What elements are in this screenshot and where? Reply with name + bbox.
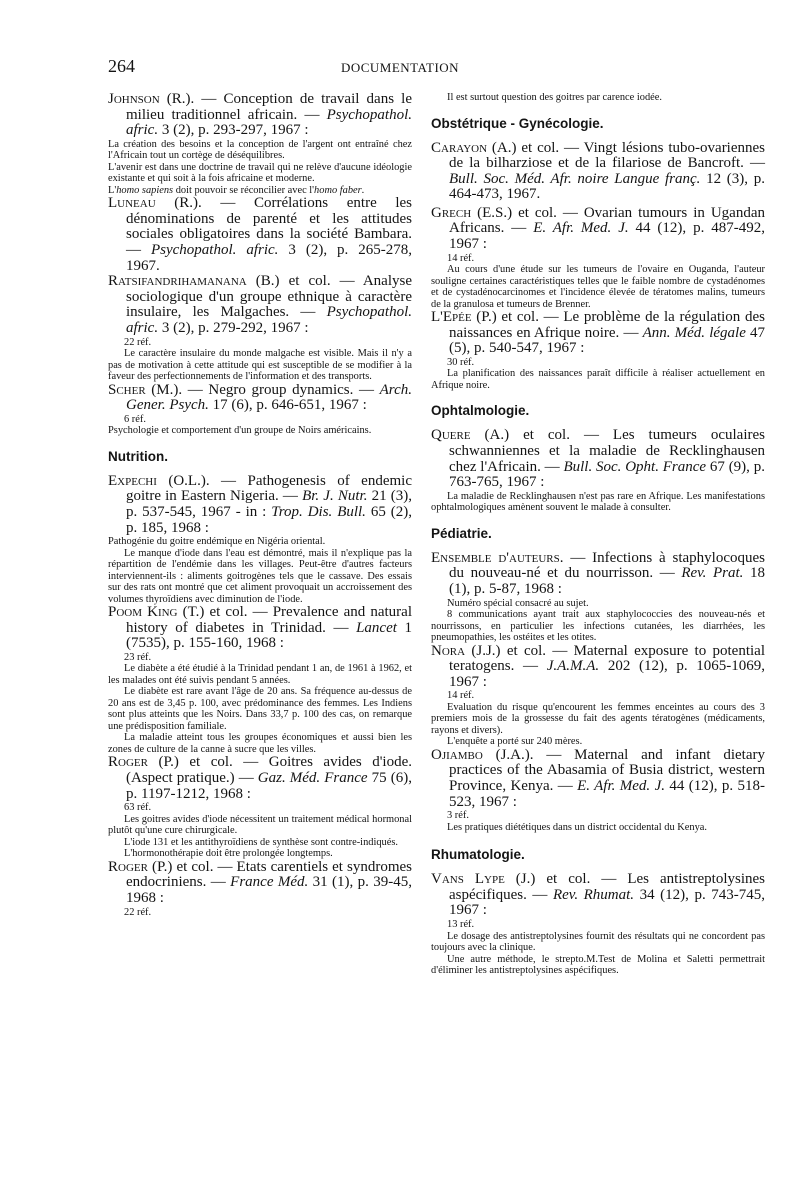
entry-refs: 14 réf.	[447, 252, 475, 264]
entry-title: — Pathogenesis of endemic goitre in Eastern Nigeria. —	[126, 472, 412, 505]
entry-refs: 14 réf.	[447, 690, 475, 702]
entry-title: et col. — Ovarian tumours in Ugandan Africans. —	[449, 204, 765, 237]
entry-refs: 63 réf.	[124, 802, 152, 814]
section-heading-pediatrie: Pédiatrie.	[431, 525, 492, 541]
entry-author: Expechi (O.L.).	[108, 472, 210, 489]
entry-journal: Lancet	[356, 619, 397, 636]
entry-note: Pathogénie du goitre endémique en Nigéria oriental.	[108, 536, 326, 548]
entry-note: La création des besoins et la conception de l'argent ont entraîné chez l'Africain tout un cortège de déséquilibres.	[108, 138, 412, 162]
entry-citation: 17 (6), p. 646-651, 1967 :	[208, 397, 367, 414]
entry-note: Il est surtout question des goitres par carence iodée.	[447, 92, 662, 103]
entry-journal: France Méd.	[230, 874, 309, 891]
entry-author: Luneau (R.).	[108, 195, 202, 212]
entry-note: 8 communications ayant trait aux staphylococcies des nouveau-nés et nourrissons, en particulier les infections cutanées, les diarrhées, les pneumopathies, les ostéites et les otites.	[431, 609, 765, 644]
entry-note: Les goitres avides d'iode nécessitent un traitement médical hormonal plutôt qu'une cure chirurgicale.	[108, 813, 412, 837]
entry-author: Ojiambo (J.A.).	[431, 746, 534, 763]
entry-refs: 30 réf.	[447, 356, 475, 368]
entry-refs: 3 réf.	[447, 810, 469, 822]
entry-roger-1	[108, 755, 412, 859]
entry-title: — Maternal and infant dietary practices of the Abasamia of Busia district, western Province, Kenya. —	[449, 746, 765, 795]
entry-note: Le diabète a été étudié à la Trinidad pendant 1 an, de 1961 à 1962, et les malades ont été suivis pendant 5 années.	[108, 663, 412, 686]
entry-citation: 75 (6), p. 1197-1212, 1968 :	[126, 770, 412, 802]
entry-author: L'Epée (P.)	[431, 309, 497, 326]
entry-ojiambo	[431, 748, 765, 833]
entry-roger-2	[108, 860, 412, 918]
entry-citation: 47 (5), p. 540-547, 1967 :	[449, 324, 766, 357]
entry-title: et col. — Prevalence and natural history of diabetes in Trinidad. —	[126, 604, 412, 636]
entry-quere	[431, 428, 765, 513]
entry-note: Les pratiques diététiques dans un district occidental du Kenya.	[447, 821, 707, 833]
note-text: doit pouvoir se réconcilier avec l'	[173, 184, 315, 196]
entry-grech	[431, 206, 765, 310]
entry-journal: Bull. Soc. Opht. France	[563, 458, 707, 475]
entry-ratsifandrihamanana	[108, 274, 412, 382]
entry-journal: Rev. Prat.	[681, 565, 744, 582]
entry-citation: 31 (1), p. 39-45, 1968 :	[126, 874, 413, 906]
entry-refs: 22 réf.	[124, 906, 152, 918]
entry-author: Scher (M.).	[108, 381, 183, 398]
entry-title: et col. — Les antistreptolysines aspécifiques. —	[449, 871, 766, 903]
page-number: 264	[108, 56, 135, 76]
entry-scher	[108, 383, 412, 437]
running-head: DOCUMENTATION	[340, 60, 460, 75]
entry-lepee	[431, 310, 765, 391]
entry-citation: 3 (2), p. 279-292, 1967 :	[158, 320, 309, 337]
entry-note: Au cours d'une étude sur les tumeurs de l'ovaire en Ouganda, l'auteur souligne certaines caractéristiques telles que le faible nombre de cystadénomes et de cystadénocarcinomes et l'incidence élevée de tératomes malins, tumeurs de la granulosa et tumeurs de Brenner.	[431, 264, 765, 310]
entry-note: La maladie atteint tous les groupes économiques et aussi bien les zones de culture de la canne à sucre que les villes.	[108, 732, 412, 755]
entry-journal: Br. J. Nutr.	[302, 488, 368, 505]
entry-author: Roger (P.)	[108, 858, 173, 875]
entry-note: La maladie de Recklinghausen n'est pas rare en Afrique. Les manifestations ophtalmologiques amènent souvent le malade à consulter.	[431, 490, 765, 514]
entry-journal: Trop. Dis. Bull.	[271, 504, 366, 520]
entry-journal: Psychopathol. afric.	[126, 304, 412, 337]
entry-journal: E. Afr. Med. J.	[577, 778, 665, 795]
entry-note: La planification des naissances paraît difficile à réaliser actuellement en Afrique noire.	[431, 368, 765, 391]
entry-citation: 65 (2), p. 185, 1968 :	[126, 504, 412, 536]
section-heading-ophtalmologie: Ophtalmologie.	[431, 403, 530, 419]
entry-title: — Negro group dynamics. —	[182, 381, 380, 398]
entry-title: et col. — Analyse sociologique d'un groupe ethnique à caractère insulaire, les Malgaches. —	[126, 273, 413, 321]
entry-note: Numéro spécial consacré au sujet.	[447, 597, 589, 609]
entry-note: L'hormonothérapie doit être prolongée longtemps.	[124, 848, 333, 860]
entry-nora	[431, 644, 765, 748]
note-italic: homo faber	[314, 184, 362, 196]
entry-refs: 22 réf.	[124, 336, 152, 348]
entry-refs: 6 réf.	[124, 413, 146, 425]
note-italic: homo sapiens	[116, 184, 174, 196]
entry-citation: 18 (1), p. 5-87, 1968 :	[449, 565, 765, 597]
entry-johnson	[108, 92, 412, 196]
left-column	[108, 92, 412, 918]
right-column	[431, 92, 765, 977]
entry-author: Grech (E.S.)	[431, 204, 513, 221]
entry-journal: Bull. Soc. Méd. Afr. noire Langue franç.	[449, 170, 701, 187]
entry-note: Le caractère insulaire du monde malgache est visible. Mais il n'y a pas de motivation à cette attitude qui est susceptible de se modifier à la faveur des perfectionnements de l'information et des transports.	[108, 348, 412, 383]
entry-note: Le manque d'iode dans l'eau est démontré, mais il n'explique pas la répartition de l'endémie dans les villages. Peut-être d'autres facteurs interviennent-ils : aliments goitrogènes tels que le cassave. Des essais sur des rats ont montré que cet aliment provoquait un accroissement des volumes thyroïdiens avec diminution de l'iode.	[108, 547, 412, 605]
entry-luneau	[108, 196, 412, 274]
entry-title: et col. — Le problème de la régulation des naissances en Afrique noire. —	[449, 309, 765, 341]
entry-author: Carayon (A.)	[431, 139, 517, 156]
entry-title: — Conception de travail dans le milieu traditionnel africain. —	[126, 91, 412, 123]
entry-citation: 34 (12), p. 743-745, 1967 :	[449, 886, 765, 919]
section-heading-obstetrique: Obstétrique - Gynécologie.	[431, 115, 604, 131]
entry-author: Quere (A.)	[431, 427, 510, 444]
entry-title: et col. — Vingt lésions tubo-ovariennes de la bilharziose et de la filariose de Bancroft. —	[449, 139, 766, 172]
entry-author: Ratsifandrihamanana (B.)	[108, 273, 280, 290]
entry-title: et col. — Les tumeurs oculaires schwanniennes et la maladie de Recklinghausen chez l'Africain. —	[449, 427, 765, 475]
entry-title: et col. — Maternal exposure to potential teratogens. —	[449, 642, 765, 675]
entry-author: Roger (P.)	[108, 754, 179, 771]
entry-citation: 44 (12), p. 487-492, 1967 :	[449, 220, 765, 253]
entry-ensemble	[431, 551, 765, 644]
entry-note: L'avenir est dans une doctrine de travail qui ne relève d'aucune idéologie existante et qui soit à la fois africaine et moderne.	[108, 161, 412, 185]
note-text: L'	[108, 184, 117, 196]
entry-journal: Psychopathol. afric.	[126, 106, 412, 139]
entry-note: Une autre méthode, le strepto.M.Test de Molina et Saletti permettrait d'éliminer les antistreptolysines aspécifiques.	[431, 953, 765, 977]
entry-note: Psychologie et comportement d'un groupe de Noirs américains.	[108, 425, 372, 437]
entry-citation: 12 (3), p. 464-473, 1967.	[449, 170, 765, 203]
entry-citation: 202 (12), p. 1065-1069, 1967 :	[449, 658, 765, 690]
entry-journal: Arch. Gener. Psych.	[126, 381, 412, 414]
entry-title: et col. — Etats carentiels et syndromes endocriniens. —	[126, 858, 412, 891]
entry-journal: Ann. Méd. légale	[642, 324, 746, 341]
entry-citation: 67 (9), p. 763-765, 1967 :	[449, 458, 765, 491]
entry-note: Le dosage des antistreptolysines fournit des résultats qui ne concordent pas toujours avec la clinique.	[431, 930, 765, 954]
entry-journal: Rev. Rhumat.	[552, 886, 635, 903]
section-heading-nutrition: Nutrition.	[108, 448, 168, 464]
entry-note: Evaluation du risque qu'encourent les femmes enceintes au cours des 3 premiers mois de la grossesse du fait des agents tératogènes (médicaments, rayons et divers).	[431, 701, 765, 736]
section-heading-rhumatologie: Rhumatologie.	[431, 847, 525, 863]
entry-author: Nora (J.J.)	[431, 642, 501, 659]
entry-note: L'enquête a porté sur 240 mères.	[447, 736, 583, 748]
entry-title: — Corrélations entre les dénominations de parenté et les attitudes sociales obligatoires dans la société Bambara. —	[126, 195, 412, 259]
entry-vans-lype	[431, 872, 765, 976]
entry-note: Le diabète est rare avant l'âge de 20 ans. Sa fréquence au-dessus de 20 ans est de 3,45 p. 100, avec prédominance des femmes. Les Indiens sont plus atteints que les Noirs. Dans 33,7 p. 100 des cas, on remarque une prédisposition familiale.	[108, 686, 412, 732]
entry-journal: E. Afr. Med. J.	[533, 220, 629, 237]
entry-citation: 3 (2), p. 293-297, 1967 :	[158, 122, 309, 139]
entry-note: L'iode 131 et les antithyroïdiens de synthèse sont contre-indiqués.	[124, 836, 398, 848]
entry-title: et col. — Goitres avides d'iode. (Aspect pratique.) —	[126, 754, 413, 787]
entry-author: Poom King (T.)	[108, 604, 205, 621]
entry-refs: 23 réf.	[124, 651, 152, 663]
entry-author: Ensemble d'auteurs.	[431, 549, 564, 566]
entry-carayon	[431, 141, 765, 203]
note-text: .	[361, 184, 365, 196]
entry-title: — Infections à staphylocoques du nouveau-né et du nourrisson. —	[449, 549, 766, 582]
entry-citation: 21 (3), p. 537-545, 1967 - in :	[126, 488, 412, 520]
entry-citation: 3 (2), p. 265-278, 1967.	[126, 242, 413, 274]
entry-author: Vans Lype (J.)	[431, 871, 536, 888]
entry-expechi	[108, 474, 412, 605]
entry-refs: 13 réf.	[447, 919, 475, 931]
entry-citation: 1 (7535), p. 155-160, 1968 :	[126, 619, 413, 652]
entry-poom-king	[108, 605, 412, 755]
entry-journal: J.A.M.A.	[546, 658, 600, 675]
entry-author: Johnson (R.).	[108, 91, 195, 107]
entry-citation: 44 (12), p. 518-523, 1967 :	[449, 778, 765, 810]
entry-journal: Psychopathol. afric.	[150, 242, 279, 259]
entry-journal: Gaz. Méd. France	[257, 770, 368, 787]
